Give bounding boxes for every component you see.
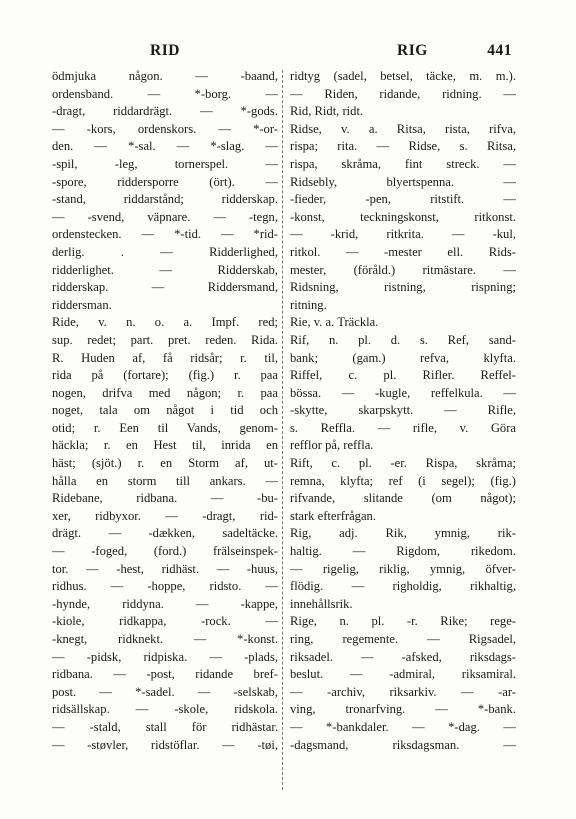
text-line: -spil, -leg, tornerspel. — <box>52 156 278 171</box>
text-line: — -stald, stall för ridhästar. <box>52 719 278 734</box>
text-line: -dagsmand, riksdagsman. — <box>290 737 516 752</box>
page-header <box>54 42 512 64</box>
text-line: ridderlighet. — Ridderskab, <box>52 262 278 277</box>
text-line: Ridebane, ridbana. — -bu- <box>52 491 278 506</box>
text-line: Ridsning, ristning, rispning; <box>290 280 516 295</box>
text-line: -spore, riddersporre (ört). — <box>52 174 278 189</box>
text-line: — -svend, väpnare. — -tegn, <box>52 209 278 224</box>
text-line: ridtyg (sadel, betsel, täcke, m. m.). <box>290 69 516 83</box>
text-line: — Riden, ridande, ridning. — <box>290 86 516 101</box>
text-line: sup. redet; part. pret. reden. Rida. <box>52 332 278 347</box>
text-line: Rige, n. pl. -r. Rike; rege- <box>290 614 516 629</box>
text-line: noget, tala om något i tid och <box>52 403 278 418</box>
text-line: nogen, drifva med någon; r. paa <box>52 385 278 400</box>
text-line: Ride, v. n. o. a. Impf. red; <box>52 315 278 330</box>
text-line: flödig. — righoldig, rikhaltig, <box>290 579 516 594</box>
text-line: — -foged, (ford.) frälseinspek- <box>52 544 278 559</box>
text-line: tor. — -hest, ridhäst. — -huus, <box>52 561 278 576</box>
page-number: 441 <box>487 42 512 59</box>
text-line: R. Huden af, få ridsår; r. til, <box>52 350 278 365</box>
text-line: — rigelig, riklig, ymnig, öfver- <box>290 561 516 576</box>
running-head-left: RID <box>150 42 180 59</box>
text-line: -fieder, -pen, ritstift. — <box>290 192 516 207</box>
text-line: rispa, skråma, fint streck. — <box>290 156 516 171</box>
text-line: den. — *-sal. — *-slag. — <box>52 139 278 154</box>
text-line: mester, (föråld.) ritmästare. — <box>290 262 516 277</box>
text-line: Ridse, v. a. Ritsa, rista, rifva, <box>290 121 516 136</box>
text-line: -hynde, riddyna. — -kappe, <box>52 596 278 611</box>
text-line: rifvande, slitande (om något); <box>290 491 516 506</box>
text-line: ödmjuka någon. — -baand, <box>52 69 278 83</box>
text-line: ridsällskap. — -skole, ridskola. <box>52 702 278 717</box>
text-line: beslut. — -admiral, riksamiral. <box>290 667 516 682</box>
text-line: Rie, v. a. Träckla. <box>290 315 379 330</box>
text-line: post. — *-sadel. — -selskab, <box>52 684 278 699</box>
text-line: Ridsebly, blyertspenna. — <box>290 174 516 189</box>
text-line: haltig. — Rigdom, rikedom. <box>290 544 516 559</box>
text-line: häckla; r. en Hest til, inrida en <box>52 438 278 453</box>
text-line: ridbana. — -post, ridande bref- <box>52 667 278 682</box>
text-line: Rift, c. pl. -er. Rispa, skråma; <box>290 456 516 471</box>
text-line: Rif, n. pl. d. s. Ref, sand- <box>290 332 516 347</box>
text-line: -skytte, skarpskytt. — Rifle, <box>290 403 516 418</box>
text-line: -knegt, ridknekt. — *-konst. <box>52 632 278 646</box>
text-line: s. Reffla. — rifle, v. Göra <box>290 420 516 435</box>
text-line: -stand, riddarstånd; ridderskap. <box>52 192 278 207</box>
text-line: riddersman. <box>52 297 112 312</box>
text-line: Rig, adj. Rik, ymnig, rik- <box>290 526 516 541</box>
text-line: ordensband. — *-borg. — <box>52 86 278 101</box>
text-line: — *-bankdaler. — *-dag. — <box>290 719 516 734</box>
text-line: — -støvler, ridstöflar. — -tøi, <box>52 737 278 752</box>
running-head-right: RIG <box>397 42 428 59</box>
text-line: xer, ridbyxor. — -dragt, rid- <box>52 508 278 523</box>
text-line: hålla en storm till ankars. — <box>52 473 278 488</box>
text-line: ridderskap. — Riddersmand, <box>52 280 278 295</box>
left-column <box>52 68 278 754</box>
text-line: Rid, Ridt, ridt. <box>290 104 364 119</box>
text-line: -kiole, ridkappa, -rock. — <box>52 614 278 629</box>
text-line: — -krid, ritkrita. — -kul, <box>290 227 516 242</box>
text-line: rida på (fortare); (fig.) r. paa <box>52 368 278 383</box>
text-line: ring, regemente. — Rigsadel, <box>290 632 516 646</box>
text-line: bank; (gam.) refva, klyfta. <box>290 350 516 365</box>
text-line: derlig. . — Ridderlighed, <box>52 244 278 259</box>
text-line: rispa; rita. — Ridse, s. Ritsa, <box>290 139 516 154</box>
text-line: Riffel, c. pl. Rifler. Reffel- <box>290 368 516 383</box>
text-line: häst; (sjöt.) r. en Storm af, ut- <box>52 456 278 471</box>
text-line: otid; r. Een til Vands, genom- <box>52 420 278 435</box>
text-line: remna, klyfta; ref (i segel); (fig.) <box>290 473 516 488</box>
text-line: ordenstecken. — *-tid. — *rid- <box>52 227 278 242</box>
text-line: ving, tronarfving. — *-bank. <box>290 702 516 717</box>
text-line: riksadel. — -afsked, riksdags- <box>290 649 516 664</box>
column-divider <box>282 70 283 790</box>
text-line: drägt. — -dækken, sadeltäcke. <box>52 526 278 541</box>
text-line: bössa. — -kugle, reffelkula. — <box>290 385 516 400</box>
text-line: ridhus. — -hoppe, ridsto. — <box>52 579 278 594</box>
text-line: -konst, teckningskonst, ritkonst. <box>290 209 516 224</box>
text-line: refflor på, reffla. <box>290 438 374 453</box>
text-line: innehållsrik. <box>290 596 353 611</box>
text-line: stark efterfrågan. <box>290 508 377 523</box>
text-line: — -archiv, riksarkiv. — -ar- <box>290 684 516 699</box>
text-line: — -pidsk, ridpiska. — -plads, <box>52 649 278 664</box>
text-line: -dragt, riddardrägt. — *-gods. <box>52 104 278 119</box>
text-line: ritning. <box>290 297 327 312</box>
text-line: — -kors, ordenskors. — *-or- <box>52 121 278 136</box>
text-line: ritkol. — -mester ell. Rids- <box>290 244 516 259</box>
right-column <box>290 68 516 754</box>
